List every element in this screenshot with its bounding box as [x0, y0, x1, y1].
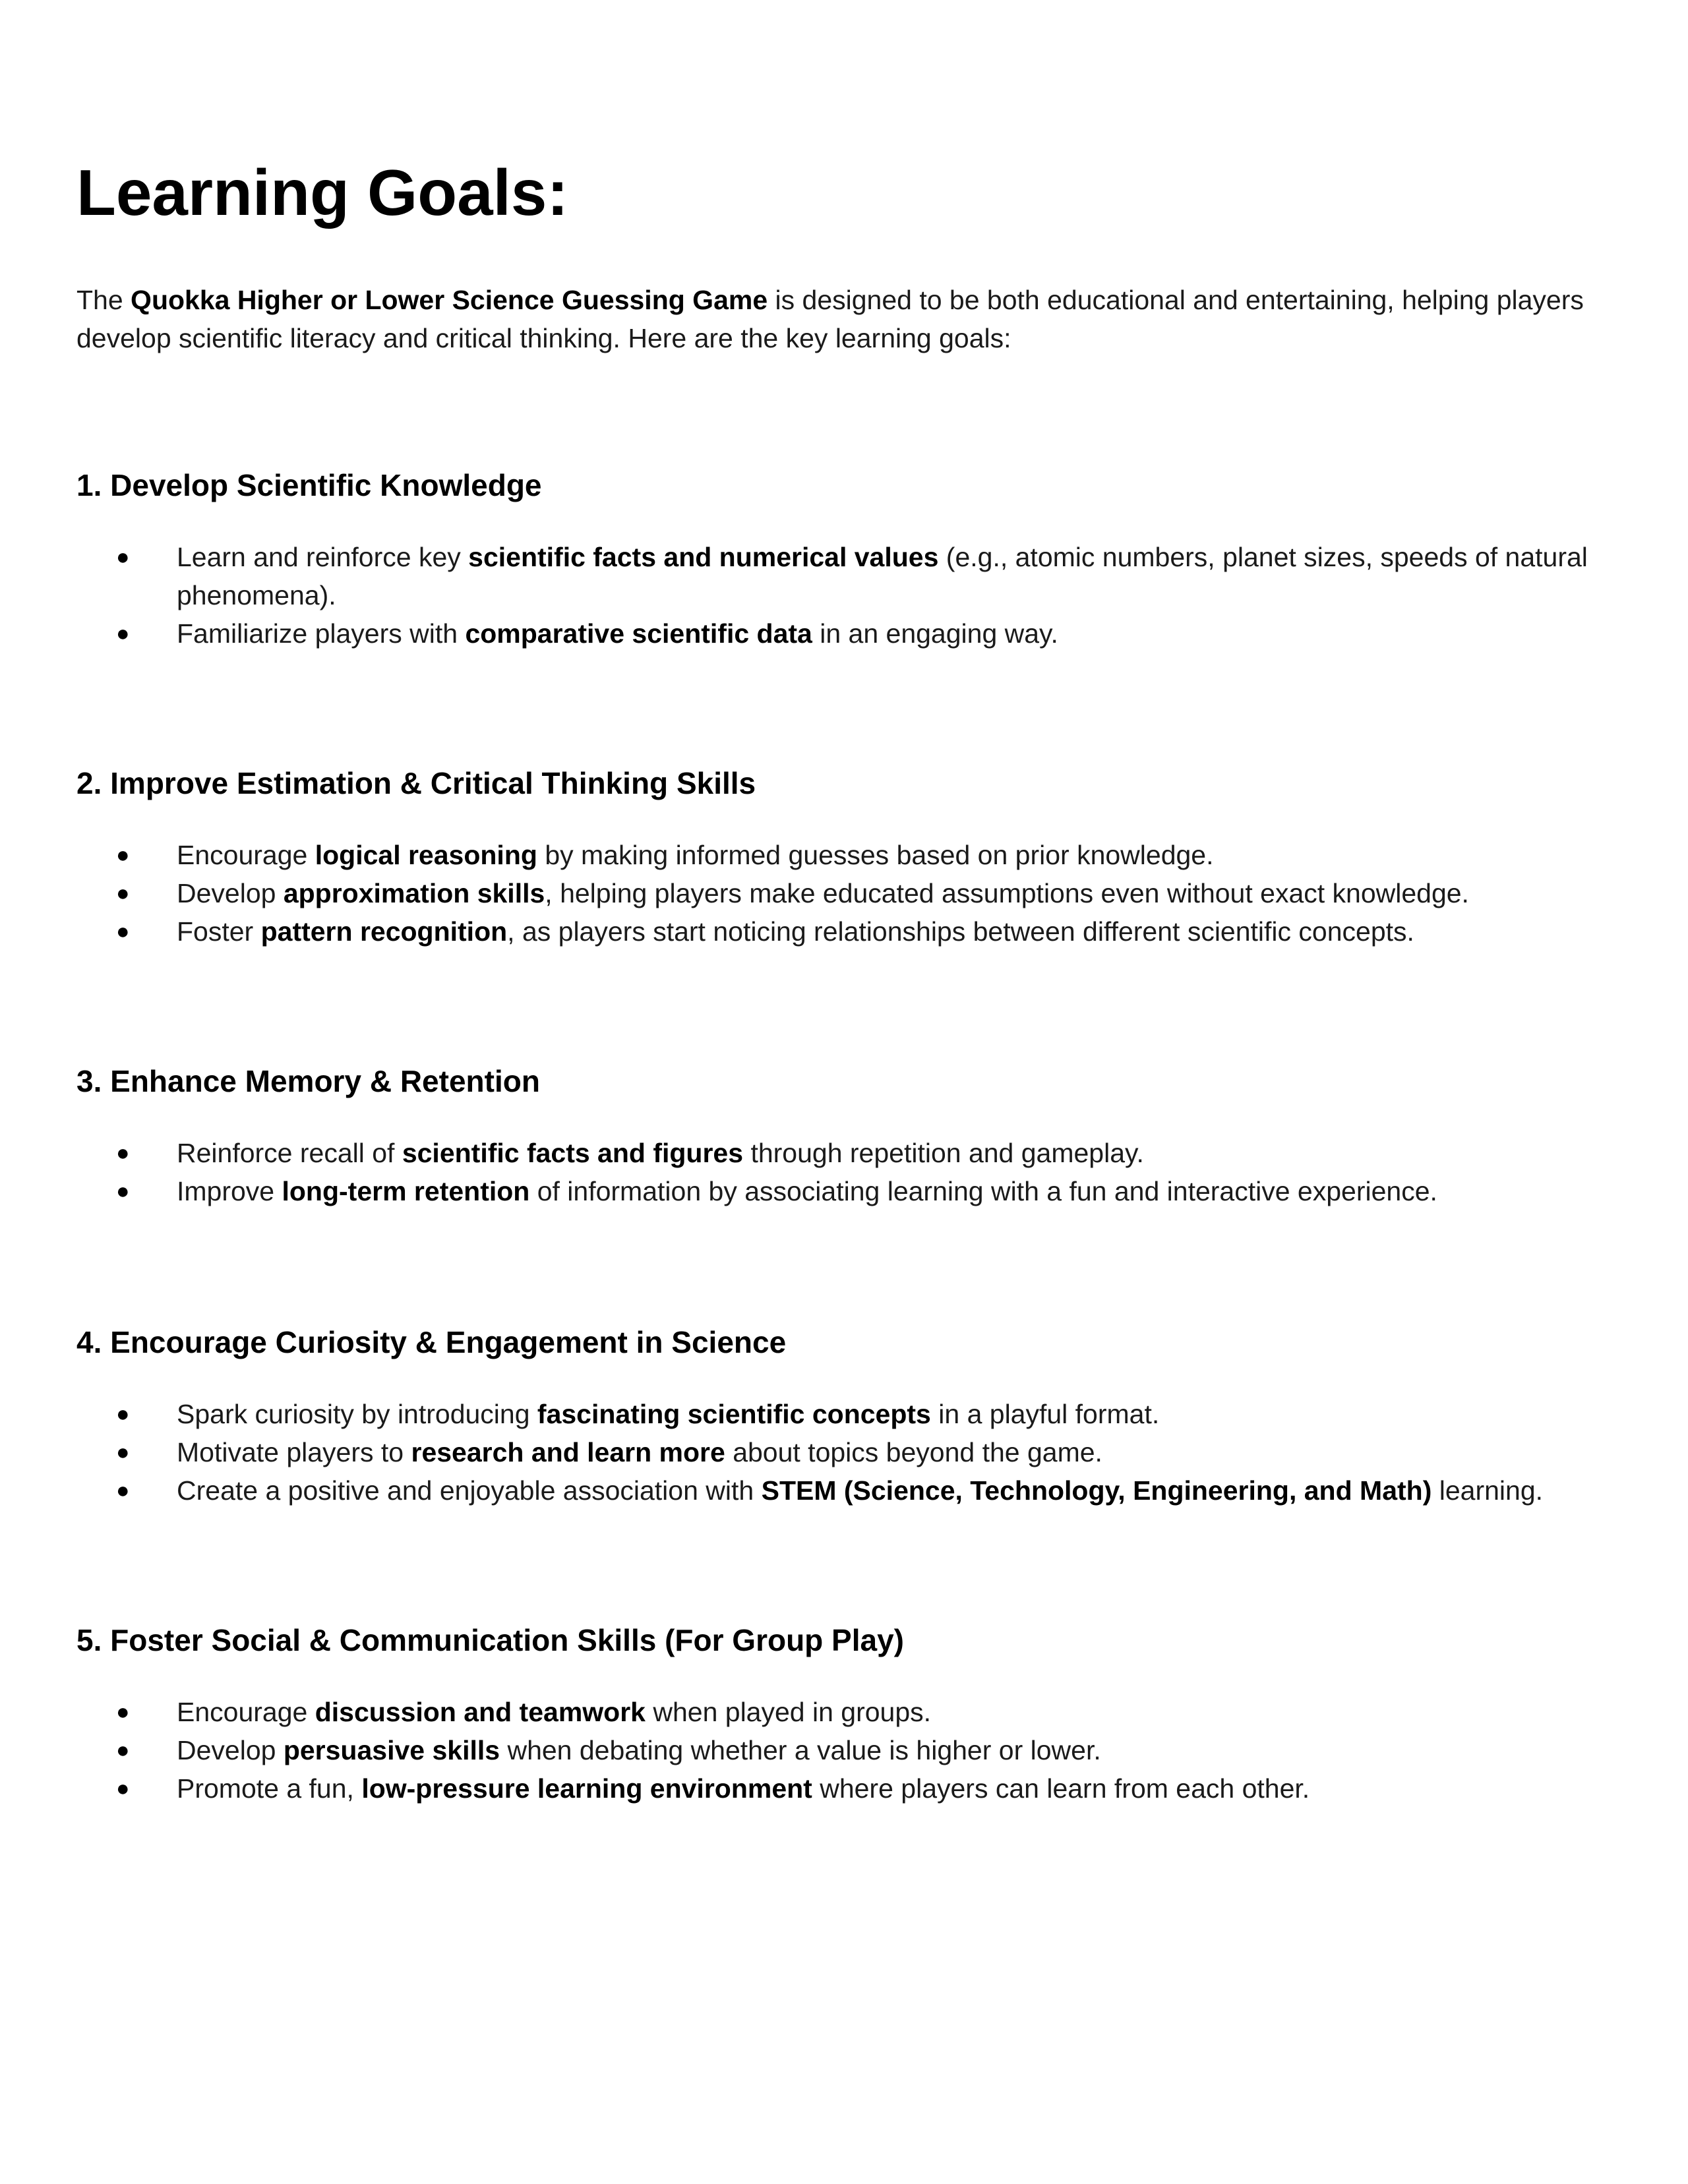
section-enhance-memory	[76, 1061, 1613, 1210]
item-text: (e.g., atomic numbers, planet sizes, speeds of natural phenomena).	[177, 542, 1588, 610]
item-text: in an engaging way.	[812, 618, 1058, 649]
bullet-icon: ●	[116, 881, 130, 906]
section-develop-scientific-knowledge	[76, 465, 1613, 653]
item-text: Familiarize players with	[177, 618, 466, 649]
item-text: when played in groups.	[645, 1697, 932, 1727]
item-text: Foster	[177, 916, 261, 947]
item-emphasis: research and learn more	[411, 1437, 725, 1467]
item-emphasis: scientific facts and numerical values	[468, 542, 939, 572]
list-item	[76, 836, 1613, 874]
bullet-list	[76, 836, 1613, 951]
item-text: Improve	[177, 1176, 282, 1206]
section-foster-social-skills	[76, 1620, 1613, 1808]
bullet-icon: ●	[116, 919, 130, 944]
item-emphasis: fascinating scientific concepts	[537, 1399, 931, 1429]
item-text: when debating whether a value is higher or lower.	[500, 1735, 1101, 1765]
intro-paragraph	[76, 281, 1613, 357]
section-heading: 3. Enhance Memory & Retention	[76, 1064, 540, 1098]
item-emphasis: pattern recognition	[260, 916, 508, 947]
list-item	[76, 1433, 1613, 1471]
item-text: Encourage	[177, 840, 315, 870]
bullet-list	[76, 1395, 1613, 1510]
item-emphasis: comparative scientific data	[465, 618, 812, 649]
item-text: Encourage	[177, 1697, 315, 1727]
page-title: Learning Goals:	[76, 156, 569, 229]
item-text: Learn and reinforce key	[177, 542, 469, 572]
section-heading: 5. Foster Social & Communication Skills (For Group Play)	[76, 1623, 905, 1657]
item-emphasis: scientific facts and figures	[402, 1138, 744, 1168]
bullet-list	[76, 538, 1613, 653]
bullet-icon: ●	[116, 1440, 130, 1465]
intro-text: is designed to be both educational and entertaining, helping players develop scientific literacy and critical thinking. Here are the key learning goals:	[76, 285, 1584, 353]
list-item	[76, 614, 1613, 653]
section-heading: 1. Develop Scientific Knowledge	[76, 468, 542, 502]
bullet-icon: ●	[116, 545, 130, 570]
item-text: of information by associating learning with a fun and interactive experience.	[529, 1176, 1437, 1206]
list-item	[76, 1172, 1613, 1210]
bullet-icon: ●	[116, 1478, 130, 1503]
item-text: Spark curiosity by introducing	[177, 1399, 537, 1429]
bullet-icon: ●	[116, 1179, 130, 1204]
item-text: by making informed guesses based on prior knowledge.	[537, 840, 1214, 870]
item-text: Develop	[177, 1735, 284, 1765]
list-item	[76, 538, 1613, 614]
item-text: , helping players make educated assumptions even without exact knowledge.	[545, 878, 1469, 908]
item-emphasis: persuasive skills	[283, 1735, 500, 1765]
list-item	[76, 1769, 1613, 1808]
intro-text: The	[76, 285, 131, 315]
item-text: about topics beyond the game.	[725, 1437, 1102, 1467]
list-item	[76, 1471, 1613, 1510]
bullet-list	[76, 1693, 1613, 1808]
item-text: Motivate players to	[177, 1437, 411, 1467]
item-text: Reinforce recall of	[177, 1138, 402, 1168]
list-item	[76, 874, 1613, 912]
item-text: through repetition and gameplay.	[743, 1138, 1144, 1168]
list-item	[76, 1395, 1613, 1433]
bullet-icon: ●	[116, 1699, 130, 1725]
item-text: Promote a fun,	[177, 1773, 362, 1804]
item-text: Develop	[177, 878, 284, 908]
item-emphasis: discussion and teamwork	[315, 1697, 646, 1727]
section-encourage-curiosity	[76, 1322, 1613, 1510]
item-text: Create a positive and enjoyable association with	[177, 1475, 762, 1506]
section-heading: 2. Improve Estimation & Critical Thinking Skills	[76, 766, 756, 800]
bullet-list	[76, 1134, 1613, 1210]
bullet-icon: ●	[116, 1140, 130, 1166]
section-heading: 4. Encourage Curiosity & Engagement in Science	[76, 1325, 787, 1359]
list-item	[76, 1731, 1613, 1769]
item-text: where players can learn from each other.	[812, 1773, 1310, 1804]
list-item	[76, 1693, 1613, 1731]
list-item	[76, 1134, 1613, 1172]
item-emphasis: STEM (Science, Technology, Engineering, and Math)	[761, 1475, 1432, 1506]
bullet-icon: ●	[116, 1402, 130, 1427]
item-emphasis: approximation skills	[283, 878, 545, 908]
item-text: in a playful format.	[930, 1399, 1160, 1429]
bullet-icon: ●	[116, 1776, 130, 1801]
item-emphasis: low-pressure learning environment	[361, 1773, 812, 1804]
list-item	[76, 912, 1613, 951]
bullet-icon: ●	[116, 1738, 130, 1763]
item-text: learning.	[1432, 1475, 1544, 1506]
bullet-icon: ●	[116, 842, 130, 868]
game-name: Quokka Higher or Lower Science Guessing Game	[131, 285, 768, 315]
bullet-icon: ●	[116, 621, 130, 646]
section-improve-estimation	[76, 763, 1613, 951]
item-emphasis: logical reasoning	[315, 840, 537, 870]
item-emphasis: long-term retention	[282, 1176, 530, 1206]
item-text: , as players start noticing relationships between different scientific concepts.	[507, 916, 1414, 947]
